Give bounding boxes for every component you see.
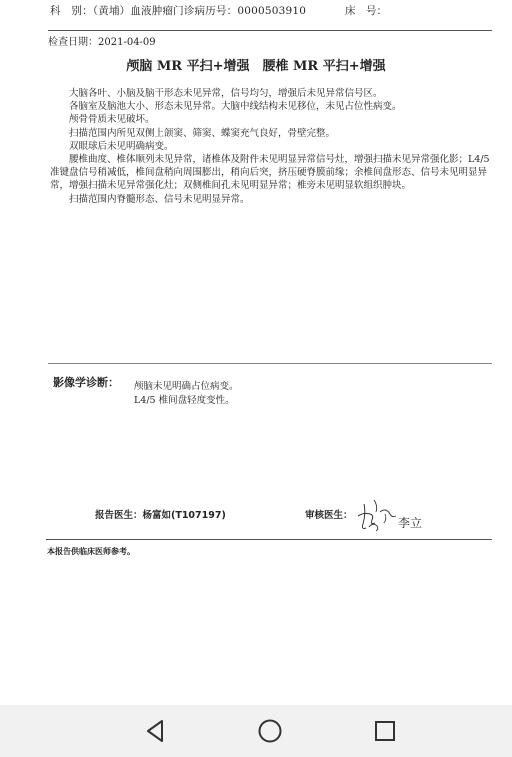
finding-paragraph: 腰椎曲度、椎体顺列未见异常，诸椎体及附件未见明显异常信号灶，增强扫描未见异常强化影；L4/5 准键盘信号稍减低，椎间盘稍向周围膨出，稍向后突，挤压硬脊膜前缘；余椎间盘形态、信号未见明显异常，增强扫描未见异常强化灶；双侧椎间孔未见明显异常；椎旁未见明显软组织肿块。 bbox=[50, 154, 490, 192]
circle-home-icon bbox=[257, 718, 283, 744]
finding-paragraph: 扫描范围内脊髓形态、信号未见明显异常。 bbox=[69, 193, 250, 205]
finding-paragraph: 各脑室及脑池大小、形态未见异常。大脑中线结构未见移位，未见占位性病变。 bbox=[69, 101, 402, 113]
reviewing-doctor-label: 审核医生： bbox=[305, 510, 353, 521]
header-divider bbox=[48, 30, 492, 31]
recent-apps-button[interactable] bbox=[355, 705, 415, 757]
system-navigation-bar bbox=[0, 705, 512, 757]
handwritten-signature bbox=[352, 492, 402, 534]
finding-paragraph: 双眼球后未见明确病变。 bbox=[69, 140, 174, 152]
diagnosis-label: 影像学诊断： bbox=[53, 376, 119, 389]
diagnosis-divider bbox=[48, 363, 492, 364]
report-disclaimer: 本报告供临床医师参考。 bbox=[47, 547, 135, 556]
reviewing-doctor-name: 李立 bbox=[398, 516, 423, 530]
finding-paragraph: 大脑各叶、小脑及脑干形态未见异常，信号均匀，增强后未见异常信号区。 bbox=[69, 88, 383, 99]
report-title: 颅脑 MR 平扫+增强 腰椎 MR 平扫+增强 bbox=[126, 59, 386, 74]
square-recent-apps-icon bbox=[373, 719, 397, 743]
bed-number-label: 床 号： bbox=[345, 5, 387, 17]
finding-paragraph: 扫描范围内所见双侧上颌窦、筛窦、蝶窦充气良好，骨壁完整。 bbox=[69, 127, 336, 139]
triangle-back-icon bbox=[144, 719, 166, 743]
back-button[interactable] bbox=[125, 705, 185, 757]
diagnosis-line: L4/5 椎间盘轻度变性。 bbox=[134, 395, 235, 406]
reporting-doctor: 报告医生：杨富如(T107197) bbox=[95, 510, 226, 521]
findings-section bbox=[50, 87, 490, 206]
diagnosis-text bbox=[134, 380, 239, 408]
signoff-divider bbox=[46, 539, 492, 540]
department-patient-id-line: 科 别：（黄埔）血液肿瘤门诊病历号：0000503910 bbox=[50, 5, 307, 17]
home-button[interactable] bbox=[240, 705, 300, 757]
diagnosis-line: 颅脑未见明确占位病变。 bbox=[134, 381, 239, 392]
exam-date: 检查日期：2021-04-09 bbox=[48, 37, 156, 48]
finding-paragraph: 颅骨骨质未见破坏。 bbox=[69, 114, 155, 126]
